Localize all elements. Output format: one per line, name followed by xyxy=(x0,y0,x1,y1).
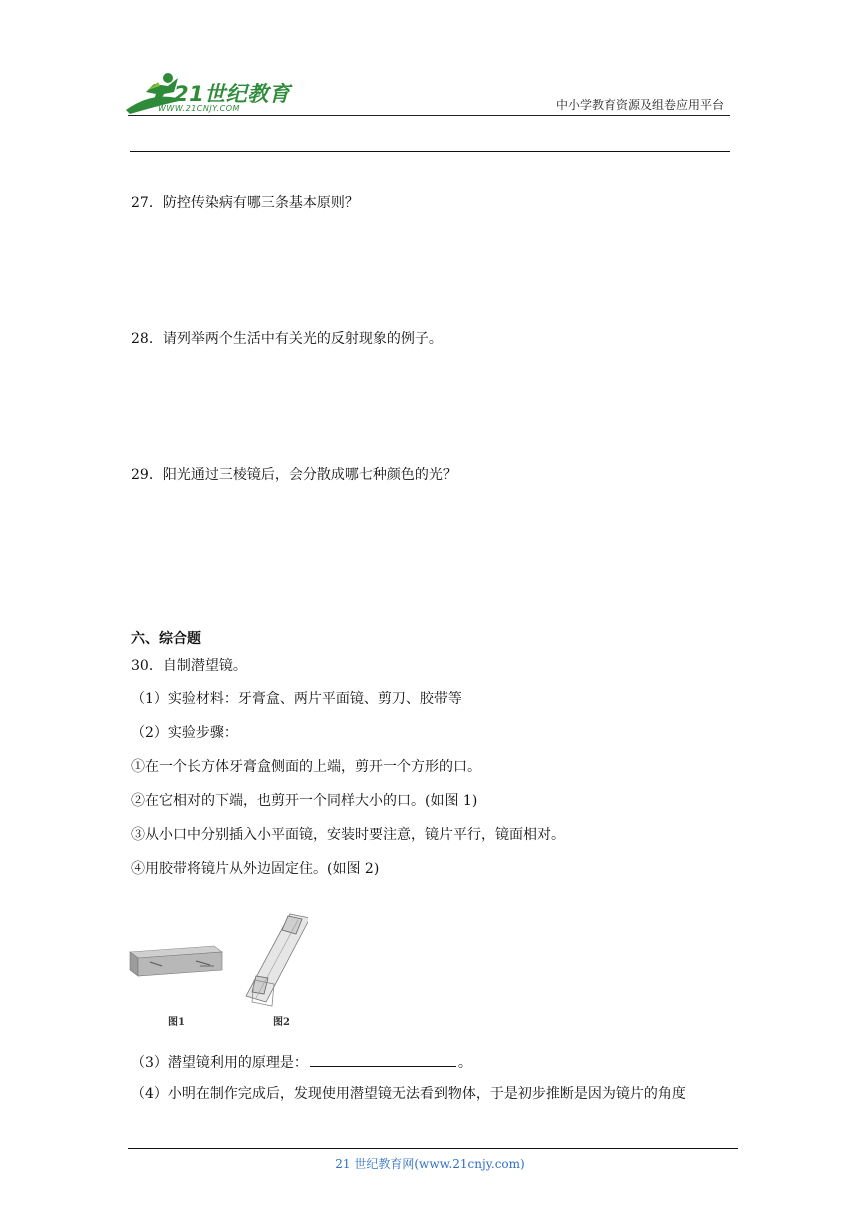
logo-url: WWW.21CNJY.COM xyxy=(158,104,240,113)
figure-1-label: 图1 xyxy=(168,1017,185,1028)
principle-answer-blank[interactable] xyxy=(310,1052,456,1067)
figure-1-box xyxy=(130,946,222,976)
principle-prefix: （3）潜望镜利用的原理是： xyxy=(131,1055,308,1071)
figure-2-label: 图2 xyxy=(273,1017,290,1028)
steps-title: （2）实验步骤： xyxy=(131,725,238,741)
step-4: ④用胶带将镜片从外边固定住。(如图 2) xyxy=(131,861,380,877)
question-30-4: （4）小明在制作完成后，发现使用潜望镜无法看到物体，于是初步推断是因为镜片的角度 xyxy=(131,1086,686,1102)
principle-line xyxy=(131,1052,472,1073)
question-29: 29．阳光通过三棱镜后，会分散成哪七种颜色的光？ xyxy=(131,467,457,483)
section-title: 六、综合题 xyxy=(131,631,201,647)
question-30: 30．自制潜望镜。 xyxy=(131,658,247,674)
footer-rule xyxy=(128,1148,738,1149)
principle-suffix: 。 xyxy=(457,1055,472,1071)
figure-2-periscope xyxy=(246,914,308,1006)
question-28: 28．请列举两个生活中有关光的反射现象的例子。 xyxy=(131,331,443,347)
logo-text: 21世纪教育 xyxy=(174,82,291,106)
header-rule-thin xyxy=(128,115,730,116)
question-27: 27．防控传染病有哪三条基本原则？ xyxy=(131,195,359,211)
materials-line: （1）实验材料：牙膏盒、两片平面镜、剪刀、胶带等 xyxy=(131,691,462,707)
header-platform-text: 中小学教育资源及组卷应用平台 xyxy=(555,98,724,112)
step-2: ②在它相对的下端，也剪开一个同样大小的口。(如图 1) xyxy=(131,793,478,809)
footer-text[interactable]: 21 世纪教育网(www.21cnjy.com) xyxy=(335,1157,525,1171)
periscope-figures xyxy=(128,910,308,1035)
step-3: ③从小口中分别插入小平面镜，安装时要注意，镜片平行，镜面相对。 xyxy=(131,827,565,843)
page-header xyxy=(0,0,860,160)
header-rule xyxy=(130,151,730,152)
step-1: ①在一个长方体牙膏盒侧面的上端，剪开一个方形的口。 xyxy=(131,759,481,775)
